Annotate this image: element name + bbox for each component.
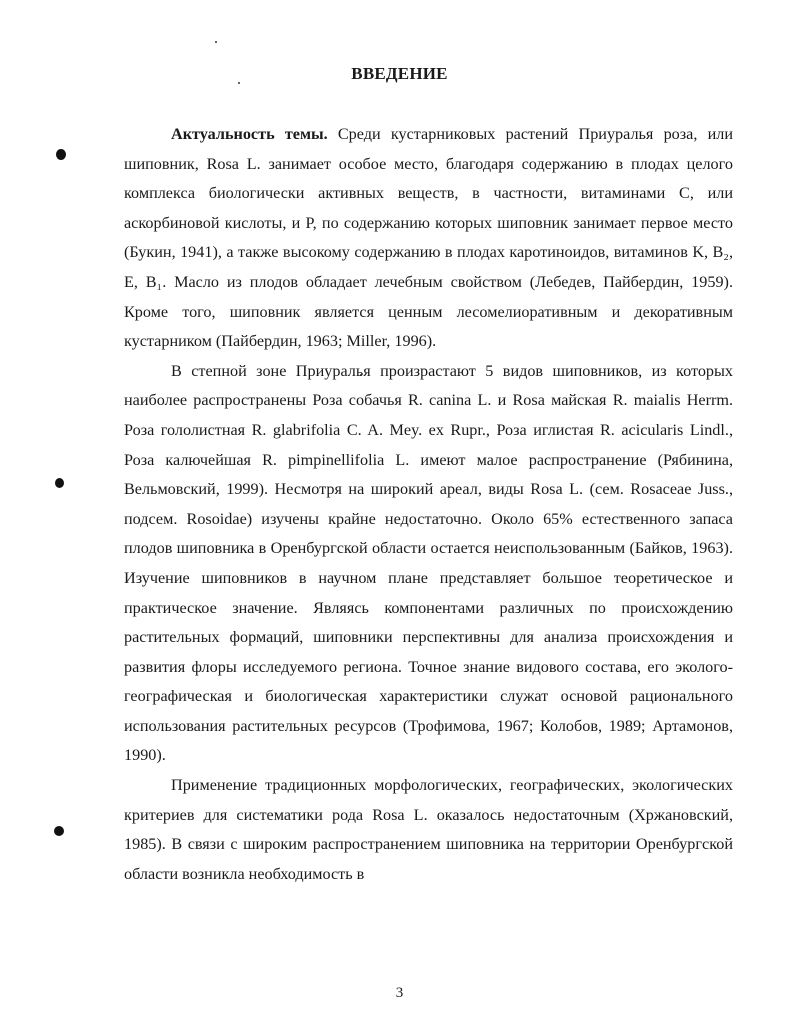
punch-hole-mark — [55, 478, 64, 488]
punch-hole-mark — [54, 826, 64, 836]
paragraph-text: В степной зоне Приуралья произрастают 5 видов шиповников, из которых наиболее распространены Роза собачья R. canina L. и Rosa майская R. maialis Herrm. Роза гололистная R. glabrifolia C. A. Mey. ex Rupr., Роза иглистая R. acicularis Lindl., Роза калючейшая R. pimpinellifolia L. имеют малое распространение (Рябинина, Вельмовский, 1999). Несмотря на широкий ареал, виды Rosa L. (сем. Rosaceae Juss., подсем. Rosoidae) изучены крайне недостаточно. Около 65% естественного запаса плодов шиповника в Оренбургской области остается неиспользованным (Байков, 1963). Изучение шиповников в научном плане представляет большое теоретическое и практическое значение. Являясь компонентами различных по происхождению растительных формаций, шиповники перспективны для анализа происхождения и развития флоры исследуемого региона. Точное знание видового состава, его эколого-географическая и биологическая характеристики служат основой рационального использования растительных ресурсов (Трофимова, 1967; Колобов, 1989; Артамонов, 1990). — [124, 361, 733, 765]
punch-hole-mark — [56, 149, 66, 160]
page-number: 3 — [395, 985, 404, 1001]
paragraph-text: Среди кустарниковых растений Приуралья роза, или шиповник, Rosa L. занимает особое место, благодаря содержанию в плодах целого комплекса биологически активных веществ, в частности, витаминами C, или аскорбиновой кислоты, и P, по содержанию которых шиповник занимает первое место (Букин, 1941), а также высокому содержанию в плодах каротиноидов, витаминов K, B₂, E, B₁. Масло из плодов обладает лечебным свойством (Лебедев, Пайбердин, 1959). Кроме того, шиповник является ценным лесомелиоративным и декоративным кустарником (Пайбердин, 1963; Miller, 1996). — [124, 125, 733, 351]
paragraph-text: Применение традиционных морфологических, географических, экологических критериев для систематики рода Rosa L. оказалось недостаточным (Хржановский, 1985). В связи с широким распространением шиповника на территории Оренбургской области возникла необходимость в — [124, 776, 733, 883]
paragraph-relevance — [124, 120, 733, 357]
paragraph-lead: Актуальность темы. — [171, 125, 328, 143]
page-title: ВВЕДЕНИЕ — [351, 64, 448, 83]
scan-speck — [215, 41, 217, 43]
paragraph-species — [124, 357, 733, 771]
paragraph-methods — [124, 771, 733, 889]
body-text — [124, 120, 733, 889]
